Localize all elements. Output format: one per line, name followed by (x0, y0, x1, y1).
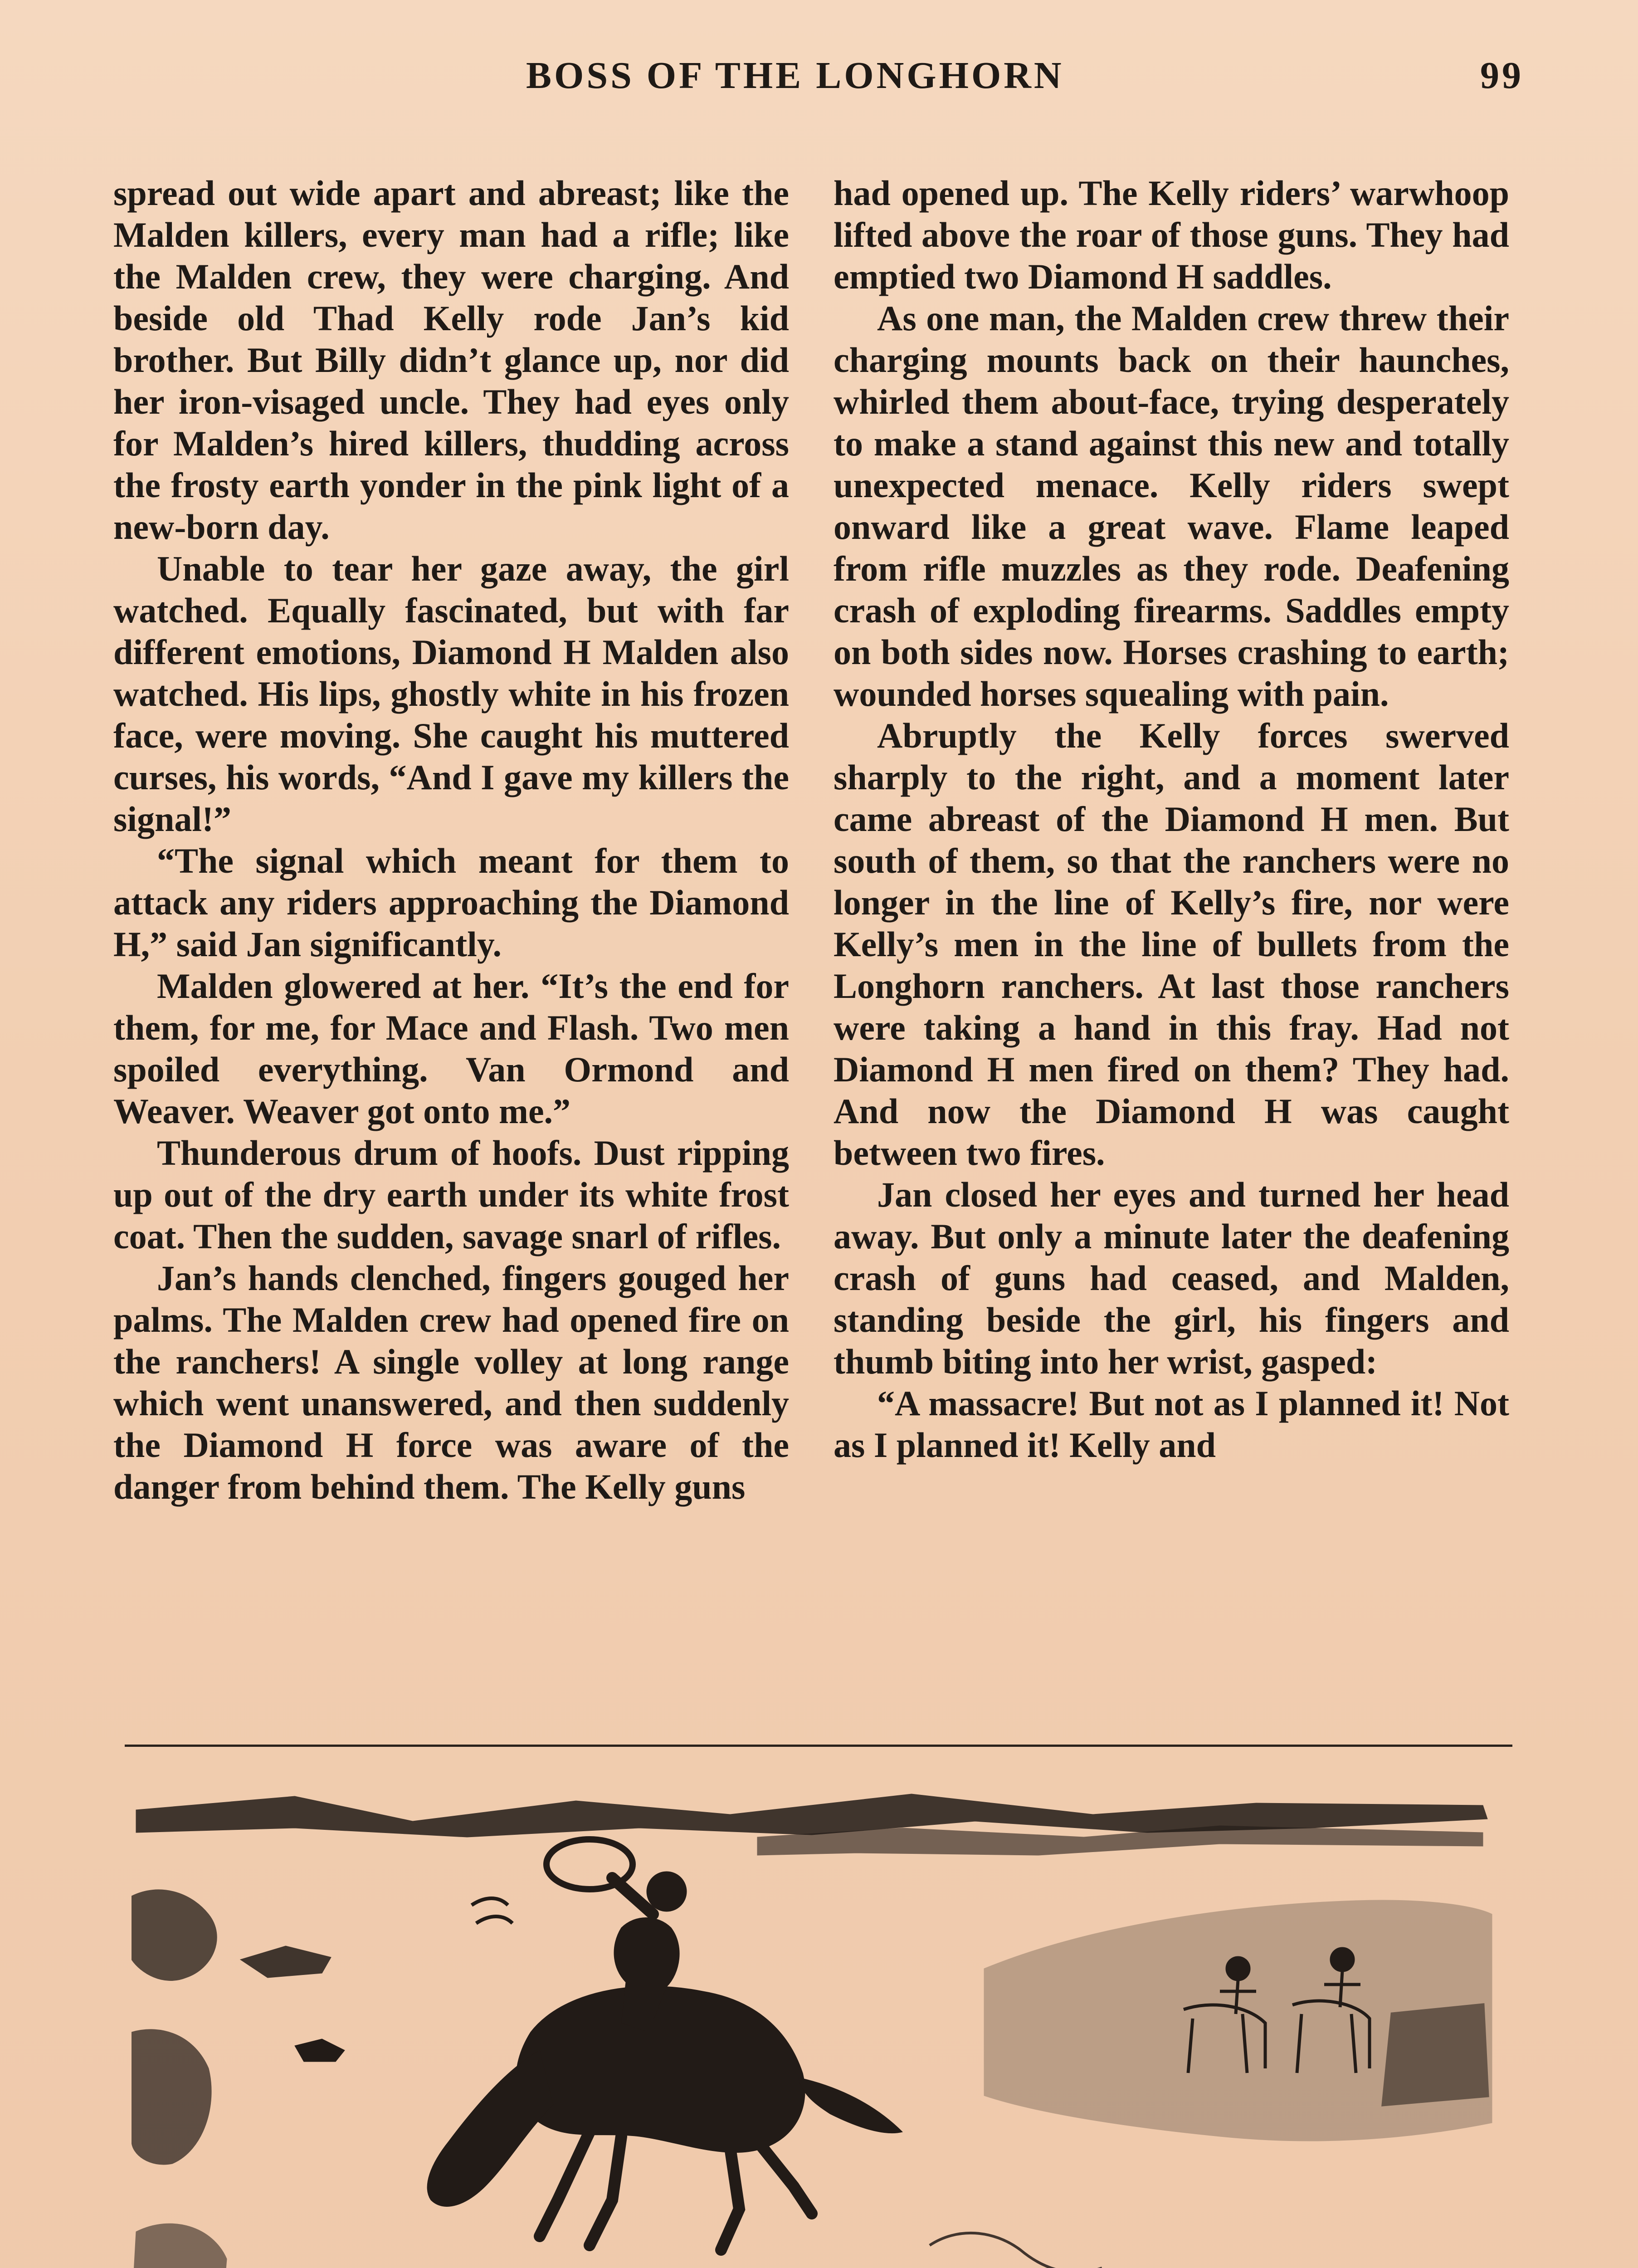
paragraph: had opened up. The Kelly riders’ warwhoop lifted above the roar of those guns. They had emptied two Diamond H saddles. (834, 173, 1509, 296)
page-number: 99 (1480, 54, 1524, 97)
running-head (113, 54, 1524, 103)
paragraph: “A massacre! But not as I planned it! Not as I planned it! Kelly and (834, 1383, 1509, 1465)
paragraph: Malden glowered at her. “It’s the end for them, for me, for Mace and Flash. Two men spoiled everything. Van Ormond and Weaver. Weaver got onto me.” (113, 966, 789, 1131)
paragraph: Abruptly the Kelly forces swerved sharply to the right, and a moment later came abreast of the Diamond H men. But south of them, so that the ranchers were no longer in the line of Kelly’s fire, nor were Kelly’s men in the line of bullets from the Longhorn ranchers. At last those ranchers were taking a hand in this fray. Had not Diamond H men fired on them? They had. And now the Diamond H was caught between two fires. (834, 716, 1509, 1173)
paragraph: As one man, the Malden crew threw their charging mounts back on their haunches, whirled them about-face, trying desperately to make a stand against this new and totally unexpected menace. Kelly riders swept onward like a great wave. Flame leaped from rifle muzzles as they rode. Deafening crash of exploding firearms. Saddles empty on both sides now. Horses crashing to earth; wounded horses squealing with pain. (834, 298, 1509, 714)
paragraph: Thunderous drum of hoofs. Dust ripping up out of the dry earth under its white frost coat. Then the sudden, savage snarl of rifles. (113, 1133, 789, 1256)
running-title: BOSS OF THE LONGHORN (526, 54, 1064, 97)
paragraph: Jan closed her eyes and turned her head away. But only a minute later the deafening crash of guns had ceased, and Malden, standing beside the girl, his fingers and thumb biting into her wrist, gasped: (834, 1175, 1509, 1381)
woodcut-illustration (132, 1778, 1501, 2268)
paragraph: Jan’s hands clenched, fingers gouged her palms. The Malden crew had opened fire on the ranchers! A single volley at long range which went unanswered, and then suddenly the Diamond H force was aware of the danger from behind them. The Kelly guns (113, 1258, 789, 1506)
text-column-right (834, 172, 1509, 1466)
paragraph: spread out wide apart and abreast; like the Malden killers, every man had a rifle; like the Malden crew, they were charging. And beside old Thad Kelly rode Jan’s kid brother. But Billy didn’t glance up, nor did her iron-visaged uncle. They had eyes only for Malden’s hired killers, thudding across the frosty earth yonder in the pink light of a new-born day. (113, 173, 789, 547)
section-divider (125, 1745, 1512, 1747)
text-column-left (113, 172, 789, 1508)
paragraph: Unable to tear her gaze away, the girl watched. Equally fascinated, but with far different emotions, Diamond H Malden also watched. His lips, ghostly white in his frozen face, were moving. She caught his muttered curses, his words, “And I gave my killers the signal!” (113, 549, 789, 839)
paragraph: “The signal which meant for them to attack any riders approaching the Diamond H,” said Jan significantly. (113, 841, 789, 964)
